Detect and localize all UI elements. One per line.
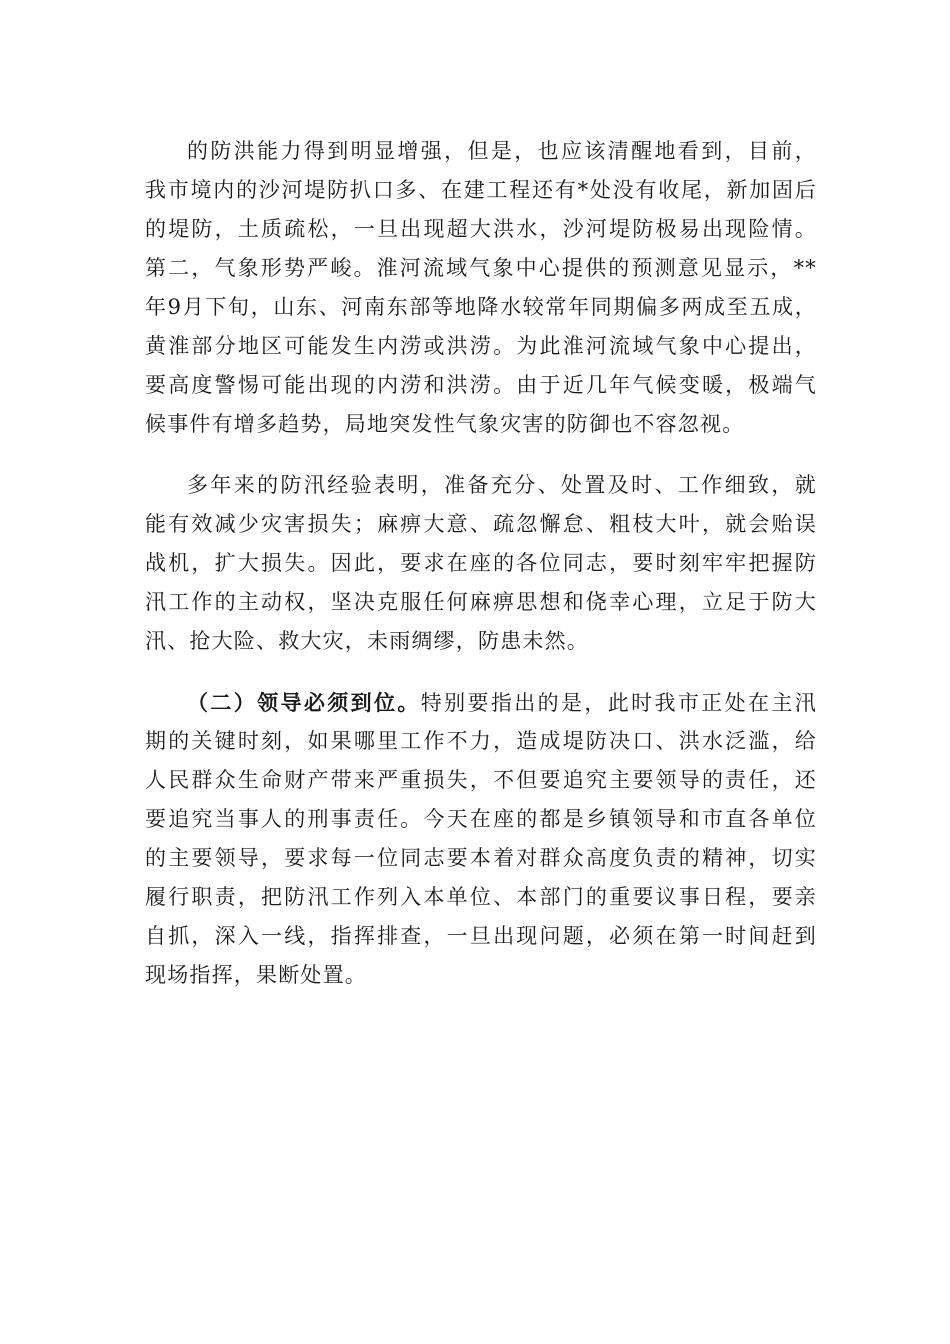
paragraph-flood-risk: [145, 132, 817, 444]
text-line: 年9月下旬，山东、河南东部等地降水较常年同期偏多两成至五成，: [145, 295, 817, 319]
text-line: 汛、抢大险、救大灾，未雨绸缪，防患未然。: [145, 629, 589, 653]
text-line: [145, 683, 817, 722]
text-line: 期的关键时刻，如果哪里工作不力，造成堤防决口、洪水泛滥，给: [145, 729, 817, 753]
text-line: 要高度警惕可能出现的内涝和洪涝。由于近几年气候变暖，极端气: [145, 373, 817, 397]
text-line: 的堤防，土质疏松，一旦出现超大洪水，沙河堤防极易出现险情。: [145, 217, 817, 241]
section-heading: （二）领导必须到位。: [187, 690, 421, 715]
document-page: [145, 132, 817, 995]
text-line: 履行职责，把防汛工作列入本单位、本部门的重要议事日程，要亲: [145, 885, 817, 909]
heading-continuation: 特别要指出的是，此时我市正处在主汛: [420, 691, 818, 715]
text-line: 黄淮部分地区可能发生内涝或洪涝。为此淮河流域气象中心提出，: [145, 334, 817, 358]
text-line: 现场指挥，果断处置。: [145, 963, 367, 987]
text-line: 汛工作的主动权，坚决克服任何麻痹思想和侥幸心理，立足于防大: [145, 590, 817, 614]
text-line: 我市境内的沙河堤防扒口多、在建工程还有*处没有收尾，新加固后: [145, 178, 817, 202]
text-line: 要追究当事人的刑事责任。今天在座的都是乡镇领导和市直各单位: [145, 807, 817, 831]
text-line: 候事件有增多趋势，局地突发性气象灾害的防御也不容忽视。: [145, 412, 745, 436]
paragraph-experience: [145, 466, 817, 661]
paragraph-spacer: [145, 661, 817, 683]
text-line: 能有效减少灾害损失；麻痹大意、疏忽懈怠、粗枝大叶，就会贻误: [145, 512, 817, 536]
text-line: 的防洪能力得到明显增强，但是，也应该清醒地看到，目前，: [187, 139, 817, 163]
paragraph-spacer: [145, 444, 817, 466]
text-line: 自抓，深入一线，指挥排查，一旦出现问题，必须在第一时间赶到: [145, 924, 817, 948]
paragraph-leadership: [145, 683, 817, 995]
text-line: 第二，气象形势严峻。淮河流域气象中心提供的预测意见显示，**: [145, 256, 817, 280]
text-line: 人民群众生命财产带来严重损失，不但要追究主要领导的责任，还: [145, 768, 817, 792]
text-line: 战机，扩大损失。因此，要求在座的各位同志，要时刻牢牢把握防: [145, 551, 817, 575]
text-line: 多年来的防汛经验表明，准备充分、处置及时、工作细致，就: [187, 473, 817, 497]
text-line: 的主要领导，要求每一位同志要本着对群众高度负责的精神，切实: [145, 846, 817, 870]
